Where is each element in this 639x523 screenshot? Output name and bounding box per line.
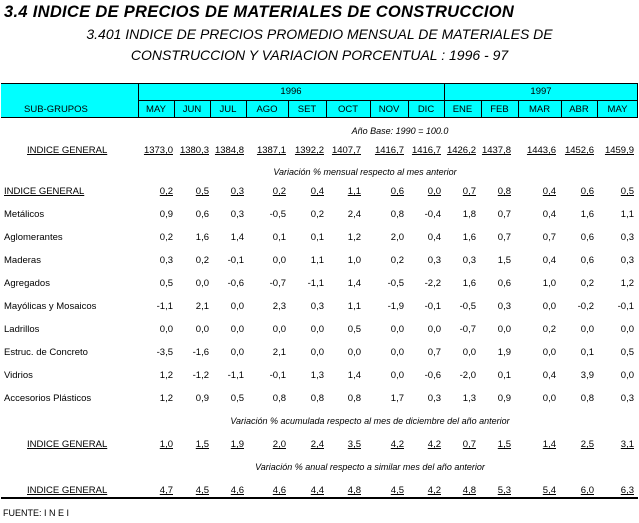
table-cell: 1,1 <box>310 255 324 266</box>
month-header: SET <box>297 104 317 115</box>
table-cell: 0,6 <box>580 232 594 243</box>
table-cell: 2,5 <box>580 439 594 450</box>
table-cell: 1,9 <box>497 347 511 358</box>
table-cell: 1,2 <box>620 278 634 289</box>
table-cell: 0,8 <box>497 186 511 197</box>
table-cell: 0,3 <box>620 393 634 404</box>
table-cell: -0,1 <box>227 255 244 266</box>
table-cell: 0,2 <box>580 278 594 289</box>
table-cell: 0,8 <box>390 209 404 220</box>
table-cell: 0,4 <box>427 232 441 243</box>
table-cell: 1,4 <box>230 232 244 243</box>
table-cell: 0,7 <box>427 347 441 358</box>
accumulated-variation-note: Variación % acumulada respecto al mes de diciembre del año anterior <box>230 416 510 426</box>
table-cell: 1,6 <box>195 232 209 243</box>
table-cell: 0,1 <box>272 232 286 243</box>
table-cell: -1,6 <box>192 347 209 358</box>
table-cell: 0,2 <box>159 186 173 197</box>
table-cell: 0,8 <box>347 393 361 404</box>
table-cell: 0,8 <box>310 393 324 404</box>
table-cell: 0,4 <box>542 255 556 266</box>
table-cell: 1,4 <box>347 370 361 381</box>
table-cell: 1,6 <box>462 232 476 243</box>
table-cell: 0,9 <box>497 393 511 404</box>
table-cell: 1459,9 <box>604 145 634 156</box>
table-cell: 1,8 <box>462 209 476 220</box>
table-cell: -0,1 <box>424 301 441 312</box>
table-cell: 0,0 <box>620 370 634 381</box>
table-cell: 0,3 <box>620 255 634 266</box>
table-cell: 3,9 <box>580 370 594 381</box>
table-cell: 2,0 <box>272 439 286 450</box>
header-year-rule <box>138 100 638 101</box>
table-cell: 0,3 <box>230 209 244 220</box>
table-cell: 1416,7 <box>374 145 404 156</box>
table-cell: 0,7 <box>462 439 476 450</box>
month-header: JUN <box>182 104 202 115</box>
table-cell: 0,6 <box>497 278 511 289</box>
table-cell: 0,6 <box>580 186 594 197</box>
table-cell: 1,3 <box>310 370 324 381</box>
subtitle-line-2: CONSTRUCCION Y VARIACION PORCENTUAL : 1996 - 97 <box>130 47 509 63</box>
table-cell: -0,5 <box>459 301 476 312</box>
month-header: DIC <box>417 104 435 115</box>
table-cell: 0,0 <box>542 393 556 404</box>
table-cell: 6,0 <box>580 485 594 496</box>
table-cell: 2,1 <box>195 301 209 312</box>
table-cell: 5,3 <box>497 485 511 496</box>
table-cell: 4,2 <box>427 439 441 450</box>
table-cell: 0,0 <box>159 324 173 335</box>
table-cell: 1,5 <box>195 439 209 450</box>
table-cell: 2,4 <box>347 209 361 220</box>
table-cell: 1452,6 <box>564 145 594 156</box>
table-subtitle <box>0 24 639 66</box>
table-cell: 2,1 <box>272 347 286 358</box>
table-cell: 1,2 <box>347 232 361 243</box>
subgroup-label: Mayólicas y Mosaicos <box>4 301 97 312</box>
table-cell: 4,2 <box>390 439 404 450</box>
table-cell: 1,7 <box>390 393 404 404</box>
table-cell: 0,0 <box>497 324 511 335</box>
index-general-label: INDICE GENERAL <box>27 439 108 450</box>
table-cell: 1387,1 <box>256 145 286 156</box>
table-cell: 0,9 <box>195 393 209 404</box>
table-cell: 0,0 <box>195 324 209 335</box>
table-cell: 0,5 <box>347 324 361 335</box>
table-cell: -0,4 <box>424 209 441 220</box>
table-cell: 1384,8 <box>214 145 244 156</box>
table-cell: 4,8 <box>347 485 361 496</box>
table-cell: -0,1 <box>617 301 634 312</box>
month-header: OCT <box>337 104 359 115</box>
table-cell: 0,0 <box>462 347 476 358</box>
table-cell: 0,0 <box>347 347 361 358</box>
table-cell: 4,6 <box>230 485 244 496</box>
table-cell: 0,3 <box>159 255 173 266</box>
table-cell: 1426,2 <box>446 145 476 156</box>
table-cell: 0,3 <box>427 393 441 404</box>
table-cell: 1,1 <box>347 186 361 197</box>
table-cell: 2,0 <box>390 232 404 243</box>
table-cell: 0,0 <box>230 324 244 335</box>
annual-variation-note: Variación % anual respecto a similar mes del año anterior <box>255 462 485 472</box>
table-cell: 0,3 <box>427 255 441 266</box>
table-cell: 1373,0 <box>143 145 173 156</box>
table-cell: 0,4 <box>542 370 556 381</box>
table-cell: 0,7 <box>462 186 476 197</box>
table-cell: 4,5 <box>195 485 209 496</box>
subgroup-label: Metálicos <box>4 209 45 220</box>
table-cell: -1,1 <box>227 370 244 381</box>
table-cell: -0,5 <box>387 278 404 289</box>
table-cell: -1,1 <box>156 301 173 312</box>
month-header: MAY <box>607 104 628 115</box>
table-cell: -0,7 <box>459 324 476 335</box>
subgroup-label: Estruc. de Concreto <box>4 347 88 358</box>
table-cell: 1,5 <box>497 439 511 450</box>
month-header: ENE <box>452 104 473 115</box>
table-cell: 0,9 <box>159 209 173 220</box>
table-cell: 0,2 <box>159 232 173 243</box>
table-cell: 0,5 <box>620 186 634 197</box>
table-cell: 0,0 <box>230 347 244 358</box>
table-cell: 0,0 <box>272 255 286 266</box>
table-cell: 1443,6 <box>526 145 556 156</box>
month-header: MAR <box>528 104 551 115</box>
table-cell: 0,2 <box>390 255 404 266</box>
table-cell: 0,2 <box>542 324 556 335</box>
table-cell: -0,6 <box>227 278 244 289</box>
table-cell: 0,0 <box>390 370 404 381</box>
table-cell: -1,2 <box>192 370 209 381</box>
table-cell: 0,0 <box>390 324 404 335</box>
table-cell: 1,4 <box>347 278 361 289</box>
table-cell: 0,0 <box>542 347 556 358</box>
table-cell: 0,6 <box>195 209 209 220</box>
table-cell: 1,4 <box>542 439 556 450</box>
table-cell: 0,3 <box>620 232 634 243</box>
table-cell: 0,7 <box>497 209 511 220</box>
table-cell: -0,7 <box>269 278 286 289</box>
table-cell: -1,9 <box>387 301 404 312</box>
table-cell: -0,2 <box>577 301 594 312</box>
table-cell: 3,5 <box>347 439 361 450</box>
month-header: NOV <box>378 104 400 115</box>
table-cell: 0,0 <box>310 324 324 335</box>
table-cell: 1,6 <box>580 209 594 220</box>
table-cell: -0,1 <box>269 370 286 381</box>
month-header: ABR <box>569 104 589 115</box>
page-title: 3.4 INDICE DE PRECIOS DE MATERIALES DE CONSTRUCCION <box>4 3 515 21</box>
month-header: AGO <box>256 104 278 115</box>
table-cell: -3,5 <box>156 347 173 358</box>
table-cell: 0,3 <box>462 255 476 266</box>
table-bottom-rule <box>1 497 638 499</box>
table-cell: 0,0 <box>230 301 244 312</box>
table-cell: 0,8 <box>272 393 286 404</box>
table-cell: 0,3 <box>497 301 511 312</box>
subgroup-label: Agregados <box>4 278 50 289</box>
index-general-label: INDICE GENERAL <box>27 485 108 496</box>
table-cell: -2,0 <box>459 370 476 381</box>
subgroup-label: Vidrios <box>4 370 33 381</box>
table-cell: 0,5 <box>195 186 209 197</box>
table-cell: 1,2 <box>159 370 173 381</box>
table-cell: 0,2 <box>272 186 286 197</box>
subtitle-line-1: 3.401 INDICE DE PRECIOS PROMEDIO MENSUAL DE MATERIALES DE <box>86 26 553 42</box>
subgroup-label: Ladrillos <box>4 324 40 335</box>
table-cell: 0,1 <box>497 370 511 381</box>
table-cell: 4,5 <box>390 485 404 496</box>
table-cell: 1,5 <box>497 255 511 266</box>
table-cell: 1,2 <box>159 393 173 404</box>
table-cell: 0,3 <box>230 186 244 197</box>
table-cell: 1407,7 <box>331 145 361 156</box>
table-cell: 4,4 <box>310 485 324 496</box>
table-cell: 0,1 <box>580 347 594 358</box>
table-cell: 0,0 <box>427 186 441 197</box>
source-note: FUENTE: I N E I <box>3 508 70 518</box>
subgroups-header: SUB-GRUPOS <box>24 104 88 115</box>
table-cell: 0,2 <box>310 209 324 220</box>
table-cell: 1437,8 <box>481 145 511 156</box>
month-header: JUL <box>219 104 237 115</box>
table-cell: 0,2 <box>195 255 209 266</box>
table-cell: 3,1 <box>620 439 634 450</box>
table-cell: 1,0 <box>542 278 556 289</box>
table-cell: 0,8 <box>580 393 594 404</box>
table-cell: 0,6 <box>580 255 594 266</box>
table-cell: -2,2 <box>424 278 441 289</box>
table-cell: 0,6 <box>390 186 404 197</box>
table-cell: -1,1 <box>307 278 324 289</box>
table-cell: 4,8 <box>462 485 476 496</box>
header-bottom-rule <box>1 117 638 118</box>
table-cell: 5,4 <box>542 485 556 496</box>
table-cell: 0,0 <box>620 324 634 335</box>
table-cell: 4,2 <box>427 485 441 496</box>
table-cell: 4,6 <box>272 485 286 496</box>
table-cell: -0,6 <box>424 370 441 381</box>
table-cell: 0,5 <box>620 347 634 358</box>
base-year-note: Año Base: 1990 = 100.0 <box>351 126 449 136</box>
table-cell: 0,4 <box>542 186 556 197</box>
table-cell: 0,0 <box>195 278 209 289</box>
table-cell: 4,7 <box>159 485 173 496</box>
table-cell: 1,0 <box>347 255 361 266</box>
table-cell: 1,1 <box>620 209 634 220</box>
table-cell: 0,3 <box>310 301 324 312</box>
table-cell: 1,0 <box>159 439 173 450</box>
table-cell: 1,6 <box>462 278 476 289</box>
table-cell: 0,7 <box>497 232 511 243</box>
table-cell: 0,4 <box>542 209 556 220</box>
year-header-1997: 1997 <box>530 86 552 97</box>
subgroup-label: Aglomerantes <box>4 232 63 243</box>
table-cell: 0,0 <box>580 324 594 335</box>
table-cell: 0,0 <box>310 347 324 358</box>
table-cell: 0,0 <box>542 301 556 312</box>
table-cell: 0,0 <box>427 324 441 335</box>
index-general-label: INDICE GENERAL <box>27 145 108 156</box>
table-cell: 1,1 <box>347 301 361 312</box>
table-cell: 1,9 <box>230 439 244 450</box>
subgroup-label: Accesorios Plásticos <box>4 393 92 404</box>
table-cell: 0,0 <box>272 324 286 335</box>
subgroup-label: Maderas <box>4 255 41 266</box>
table-cell: 1416,7 <box>411 145 441 156</box>
table-cell: 0,1 <box>310 232 324 243</box>
table-cell: 2,4 <box>310 439 324 450</box>
table-cell: -0,5 <box>269 209 286 220</box>
table-cell: 0,4 <box>310 186 324 197</box>
table-cell: 0,0 <box>390 347 404 358</box>
header-top-rule <box>1 83 638 84</box>
table-cell: 1380,3 <box>179 145 209 156</box>
monthly-variation-note: Variación % mensual respecto al mes anterior <box>273 167 457 177</box>
table-cell: 1,3 <box>462 393 476 404</box>
table-cell: 0,5 <box>159 278 173 289</box>
year-header-1996: 1996 <box>280 86 302 97</box>
index-general-label: INDICE GENERAL <box>4 186 85 197</box>
table-cell: 1392,2 <box>294 145 324 156</box>
table-cell: 0,5 <box>230 393 244 404</box>
table-cell: 0,7 <box>542 232 556 243</box>
month-header: FEB <box>490 104 509 115</box>
table-cell: 2,3 <box>272 301 286 312</box>
month-header: MAY <box>146 104 166 115</box>
table-cell: 6,3 <box>620 485 634 496</box>
